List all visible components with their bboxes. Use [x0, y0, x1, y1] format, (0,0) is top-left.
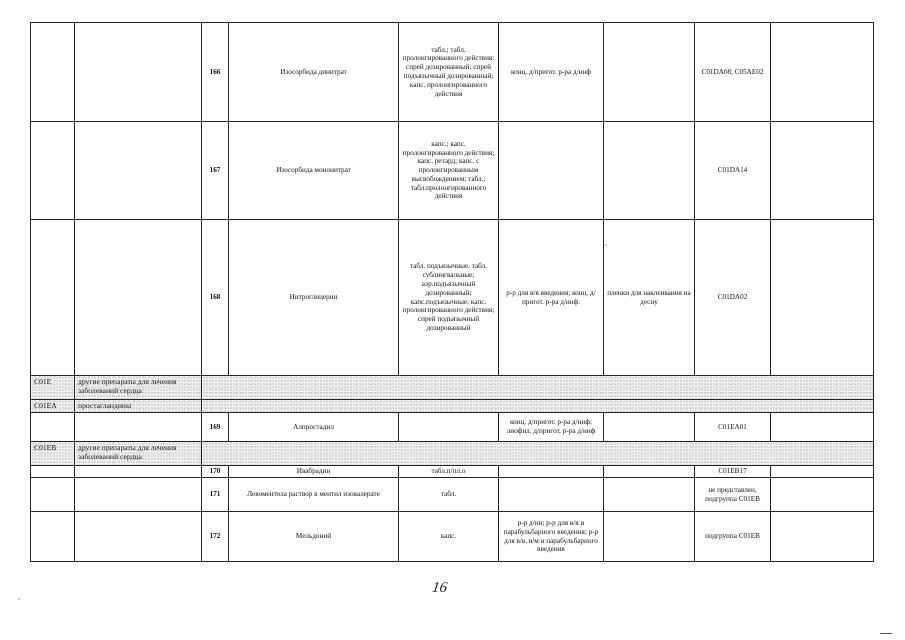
- group-code: C01EA: [31, 400, 75, 413]
- dosage-forms-other: [604, 122, 695, 220]
- dosage-forms-oral: табл.п/пл.о: [399, 466, 499, 478]
- dosage-forms-oral: табл.: [399, 478, 499, 512]
- atc-code: подгруппа C01EB: [695, 512, 771, 562]
- atc-group-code-cell: [31, 23, 75, 122]
- dosage-forms-other: [604, 23, 695, 122]
- table-row: [31, 220, 874, 376]
- atc-code: C01DA08, C05AE02: [695, 23, 771, 122]
- group-row-fill: [202, 400, 874, 413]
- table-row: [31, 478, 874, 512]
- dosage-forms-oral: капс.; капс. пролонгированного действия; капс. ретард; капс. с пролонгированным высвобождением; табл.; табл.пролонгированного действия: [399, 122, 499, 220]
- dosage-forms-oral: табл. подъязычные, табл. сублингвальные; аэр.подъязычный дозированный; капс.подъязычные; капс. пролонгированного действия; спрей подъязычный дозированный: [399, 220, 499, 376]
- note-cell: [771, 23, 874, 122]
- drug-name: Мельдоний: [229, 512, 399, 562]
- note-cell: [771, 478, 874, 512]
- item-number: 168: [202, 220, 229, 376]
- atc-code: C01DA02: [695, 220, 771, 376]
- table-row: [31, 23, 874, 122]
- dosage-forms-injection: конц. д/пригот. р-ра д/инф: [499, 23, 604, 122]
- atc-group-label-cell: [75, 413, 202, 442]
- item-number: 167: [202, 122, 229, 220]
- dosage-forms-other: [604, 466, 695, 478]
- dosage-forms-other: [604, 413, 695, 442]
- drug-name: Алпростадил: [229, 413, 399, 442]
- drug-name: Изосорбида мононитрат: [229, 122, 399, 220]
- group-code: C01EB: [31, 442, 75, 466]
- atc-code: C01DA14: [695, 122, 771, 220]
- group-code: C01E: [31, 376, 75, 400]
- atc-group-code-cell: [31, 466, 75, 478]
- note-cell: [771, 220, 874, 376]
- item-number: 172: [202, 512, 229, 562]
- dosage-forms-oral: капс.: [399, 512, 499, 562]
- atc-group-code-cell: [31, 220, 75, 376]
- group-row: [31, 442, 874, 466]
- atc-group-code-cell: [31, 122, 75, 220]
- dosage-forms-other: [604, 512, 695, 562]
- item-number: 170: [202, 466, 229, 478]
- group-row-fill: [202, 376, 874, 400]
- scan-speck: [605, 244, 607, 246]
- drug-name: Нитроглицерин: [229, 220, 399, 376]
- group-row: [31, 376, 874, 400]
- atc-group-label-cell: [75, 478, 202, 512]
- group-label: другие препараты для лечения заболеваний сердца: [75, 442, 202, 466]
- dosage-forms-injection: [499, 122, 604, 220]
- atc-group-label-cell: [75, 466, 202, 478]
- item-number: 166: [202, 23, 229, 122]
- item-number: 169: [202, 413, 229, 442]
- scan-speck: [18, 598, 20, 600]
- table-row: [31, 413, 874, 442]
- group-row: [31, 400, 874, 413]
- note-cell: [771, 122, 874, 220]
- atc-code: C01EB17: [695, 466, 771, 478]
- note-cell: [771, 512, 874, 562]
- group-label: другие препараты для лечения заболеваний сердца: [75, 376, 202, 400]
- dosage-forms-oral: табл.; табл. пролонгированного действия; спрей дозированный; спрей подъязычный дозированный; капс. пролонгированного действия: [399, 23, 499, 122]
- group-label: простагландины: [75, 400, 202, 413]
- item-number: 171: [202, 478, 229, 512]
- atc-group-code-cell: [31, 512, 75, 562]
- note-cell: [771, 413, 874, 442]
- dosage-forms-injection: конц. д/пригот. р-ра д/инф; лиофил. д/пригот. р-ра д/инф: [499, 413, 604, 442]
- drug-name: Ивабрадин: [229, 466, 399, 478]
- atc-group-label-cell: [75, 220, 202, 376]
- dosage-forms-other: пленки для наклеивания на десну: [604, 220, 695, 376]
- atc-group-code-cell: [31, 478, 75, 512]
- atc-group-code-cell: [31, 413, 75, 442]
- drug-name: Изосорбида динитрат: [229, 23, 399, 122]
- dosage-forms-injection: р-р для в/в введения; конц. д/пригот. р-ра д/инф.: [499, 220, 604, 376]
- dosage-forms-other: [604, 478, 695, 512]
- atc-group-label-cell: [75, 122, 202, 220]
- page-number: 16: [430, 580, 449, 596]
- atc-code: не представлен, подгруппа C01EB: [695, 478, 771, 512]
- table-row: [31, 512, 874, 562]
- dosage-forms-oral: [399, 413, 499, 442]
- dosage-forms-injection: [499, 478, 604, 512]
- atc-group-label-cell: [75, 23, 202, 122]
- atc-code: C01EA01: [695, 413, 771, 442]
- dosage-forms-injection: [499, 466, 604, 478]
- drug-list-table: [30, 22, 874, 562]
- scan-artifact-dash: [880, 633, 892, 634]
- table-row: [31, 122, 874, 220]
- note-cell: [771, 466, 874, 478]
- table-row: [31, 466, 874, 478]
- group-row-fill: [202, 442, 874, 466]
- atc-group-label-cell: [75, 512, 202, 562]
- drug-name: Левоментола раствор в ментил изовалерате: [229, 478, 399, 512]
- dosage-forms-injection: р-р д/ин; р-р для в/в и парабульбарного введения; р-р для в/в, в/м и парабульбарного введения: [499, 512, 604, 562]
